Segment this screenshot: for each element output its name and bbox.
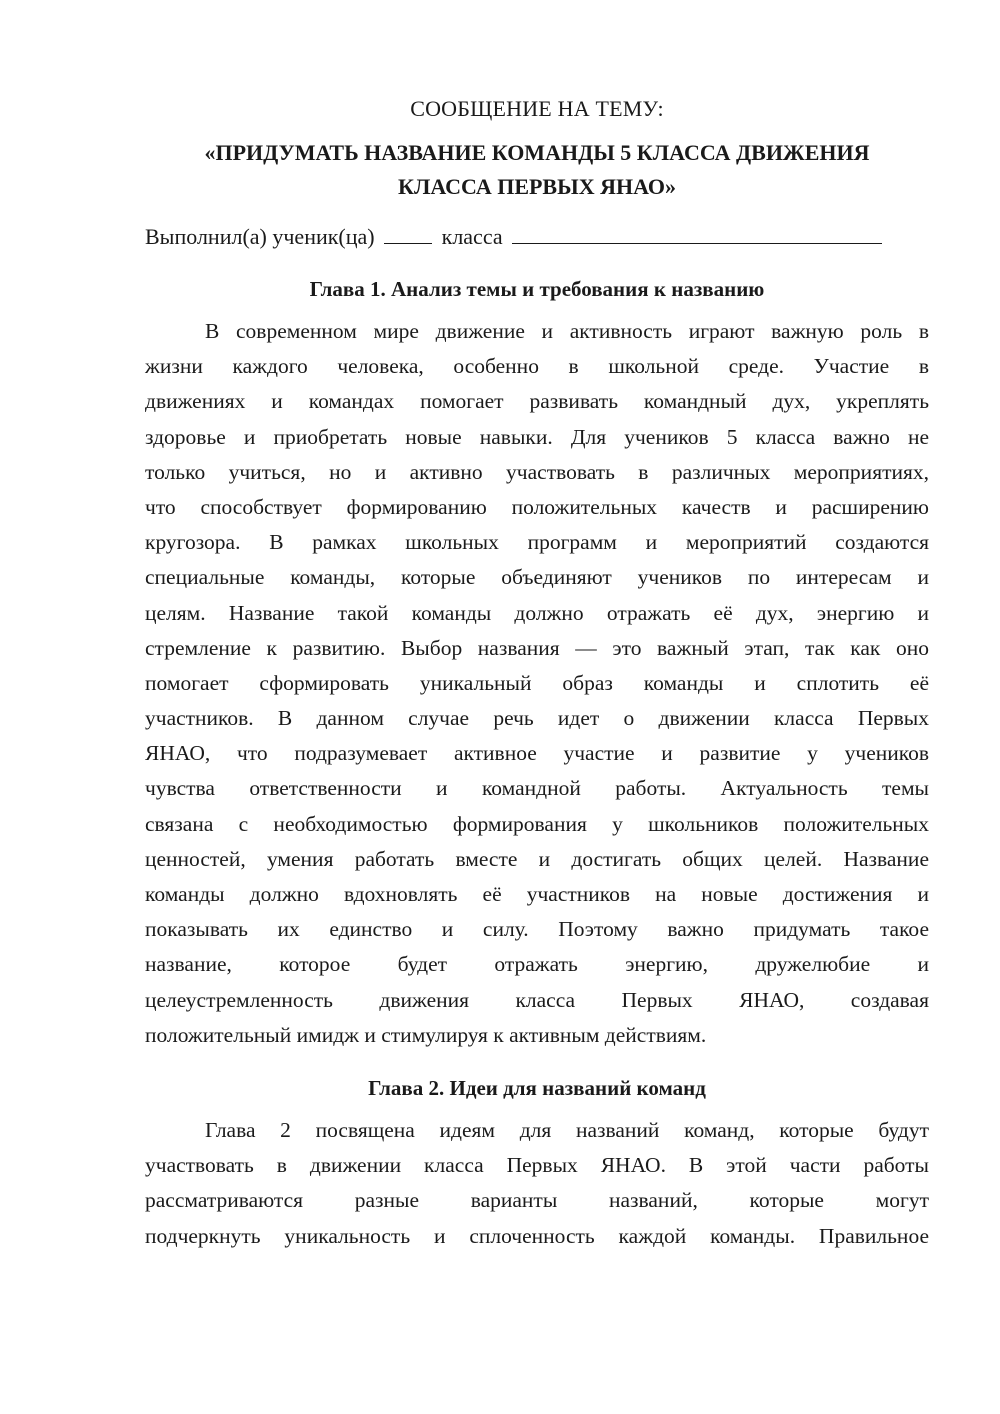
paragraph-line: ценностей, умения работать вместе и достигать общих целей. Название <box>145 846 929 871</box>
paragraph-line: помогает сформировать уникальный образ команды и сплотить её <box>145 670 929 695</box>
paragraph-line: название, которое будет отражать энергию, дружелюбие и <box>145 952 929 977</box>
paragraph-line: показывать их единство и силу. Поэтому важно придумать такое <box>145 917 929 942</box>
author-prefix: Выполнил(а) ученик(ца) <box>145 224 375 249</box>
paragraph-line: здоровье и приобретать новые навыки. Для учеников 5 класса важно не <box>145 424 929 449</box>
paragraph-line: Глава 2 посвящена идеям для названий команд, которые будут <box>205 1117 929 1142</box>
chapter-1-heading: Глава 1. Анализ темы и требования к названию <box>309 277 765 301</box>
paragraph-line: специальные команды, которые объединяют учеников по интересам и <box>145 565 929 590</box>
paragraph-line: подчеркнуть уникальность и сплоченность каждой команды. Правильное <box>145 1223 929 1248</box>
document-title-line-2: КЛАССА ПЕРВЫХ ЯНАО» <box>398 174 676 199</box>
paragraph-line: В современном мире движение и активность играют важную роль в <box>205 319 929 343</box>
name-blank <box>512 223 882 244</box>
paragraph-line: ЯНАО, что подразумевает активное участие и развитие у учеников <box>145 741 929 766</box>
paragraph-line: кругозора. В рамках школьных программ и мероприятий создаются <box>145 530 929 555</box>
paragraph-line: что способствует формированию положительных качеств и расширению <box>145 494 929 519</box>
chapter-2-heading: Глава 2. Идеи для названий команд <box>368 1075 706 1100</box>
chapter-1-paragraph <box>145 314 929 1053</box>
paragraph-line: движениях и командах помогает развивать командный дух, укреплять <box>145 389 929 414</box>
paragraph-line: положительный имидж и стимулируя к активным действиям. <box>145 1022 707 1047</box>
paragraph-line: чувства ответственности и командной работы. Актуальность темы <box>145 776 929 801</box>
chapter-2-paragraph <box>145 1113 929 1254</box>
document-subtitle: СООБЩЕНИЕ НА ТЕМУ: <box>410 96 664 121</box>
author-class-label: класса <box>441 224 503 249</box>
paragraph-line: целеустремленность движения класса Первых ЯНАО, создавая <box>145 987 929 1012</box>
author-line <box>145 222 929 252</box>
paragraph-line: целям. Название такой команды должно отражать её дух, энергию и <box>145 600 929 625</box>
paragraph-line: рассматриваются разные варианты названий, которые могут <box>145 1188 929 1213</box>
document-page <box>145 94 929 1274</box>
paragraph-line: только учиться, но и активно участвовать в различных мероприятиях, <box>145 459 929 484</box>
paragraph-line: связана с необходимостью формирования у школьников положительных <box>145 811 929 836</box>
document-title <box>145 136 929 204</box>
paragraph-line: участвовать в движении класса Первых ЯНАО. В этой части работы <box>145 1153 929 1178</box>
paragraph-line: стремление к развитию. Выбор названия — это важный этап, так как оно <box>145 635 929 660</box>
paragraph-line: жизни каждого человека, особенно в школьной среде. Участие в <box>145 354 929 379</box>
grade-blank <box>384 223 432 244</box>
document-title-line-1: «ПРИДУМАТЬ НАЗВАНИЕ КОМАНДЫ 5 КЛАССА ДВИЖЕНИЯ <box>204 140 870 165</box>
paragraph-line: команды должно вдохновлять её участников на новые достижения и <box>145 882 929 906</box>
paragraph-line: участников. В данном случае речь идет о движении класса Первых <box>145 706 929 731</box>
